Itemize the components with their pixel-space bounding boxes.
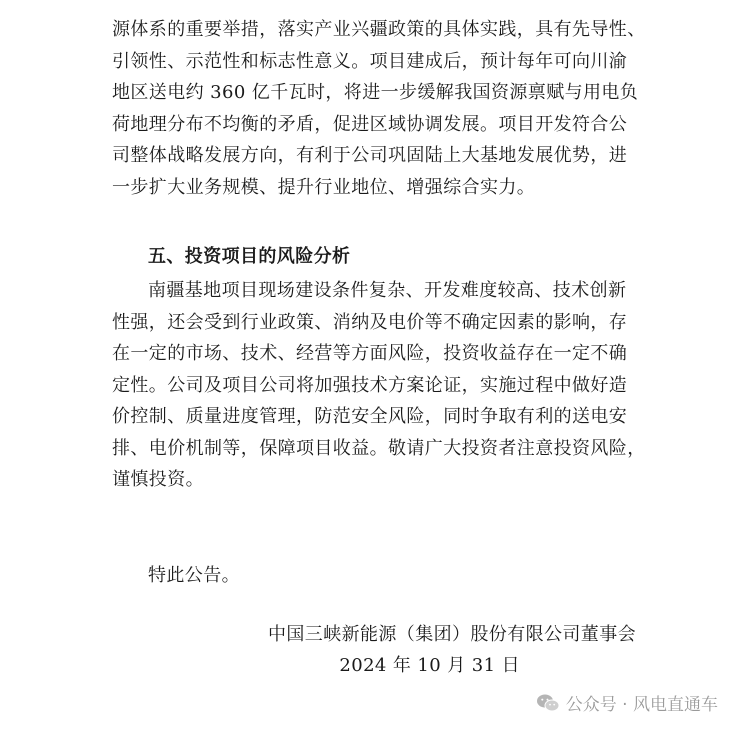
text-line: 一步扩大业务规模、提升行业地位、增强综合实力。 — [112, 176, 536, 198]
text-line: 价控制、质量进度管理，防范安全风险，同时争取有利的送电安 — [112, 406, 628, 427]
text-line: 荷地理分布不均衡的矛盾，促进区域协调发展。项目开发符合公 — [112, 113, 628, 135]
paragraph-risk-analysis — [112, 275, 646, 496]
signature-date: 2024 年 10 月 31 日 — [339, 655, 520, 676]
signature-org: 中国三峡新能源（集团）股份有限公司董事会 — [268, 624, 636, 645]
text-line: 定性。公司及项目公司将加强技术方案论证，实施过程中做好造 — [112, 374, 628, 396]
section-heading: 五、投资项目的风险分析 — [148, 246, 351, 267]
signature-block — [268, 619, 636, 681]
text-line: 在一定的市场、技术、经营等方面风险，投资收益存在一定不确 — [112, 343, 628, 364]
text-line: 性强，还会受到行业政策、消纳及电价等不确定因素的影响，存 — [112, 311, 628, 333]
paragraph-project-significance — [112, 14, 646, 203]
text-line: 引领性、示范性和标志性意义。项目建成后，预计每年可向川渝 — [112, 50, 628, 72]
text-line: 排、电价机制等，保障项目收益。敬请广大投资者注意投资风险， — [112, 437, 646, 459]
text-line: 司整体战略发展方向，有利于公司巩固陆上大基地发展优势，进 — [112, 145, 628, 166]
watermark-text: 公众号 · 风电直通车 — [565, 695, 718, 715]
text-line: 谨慎投资。 — [112, 469, 204, 490]
wechat-icon — [536, 693, 560, 713]
text-line: 地区送电约 360 亿千瓦时，将进一步缓解我国资源禀赋与用电负 — [112, 82, 639, 103]
closing-statement: 特此公告。 — [148, 565, 240, 586]
watermark — [536, 690, 718, 715]
text-line: 南疆基地项目现场建设条件复杂、开发难度较高、技术创新 — [148, 280, 627, 301]
text-line: 源体系的重要举措，落实产业兴疆政策的具体实践，具有先导性、 — [112, 19, 646, 40]
